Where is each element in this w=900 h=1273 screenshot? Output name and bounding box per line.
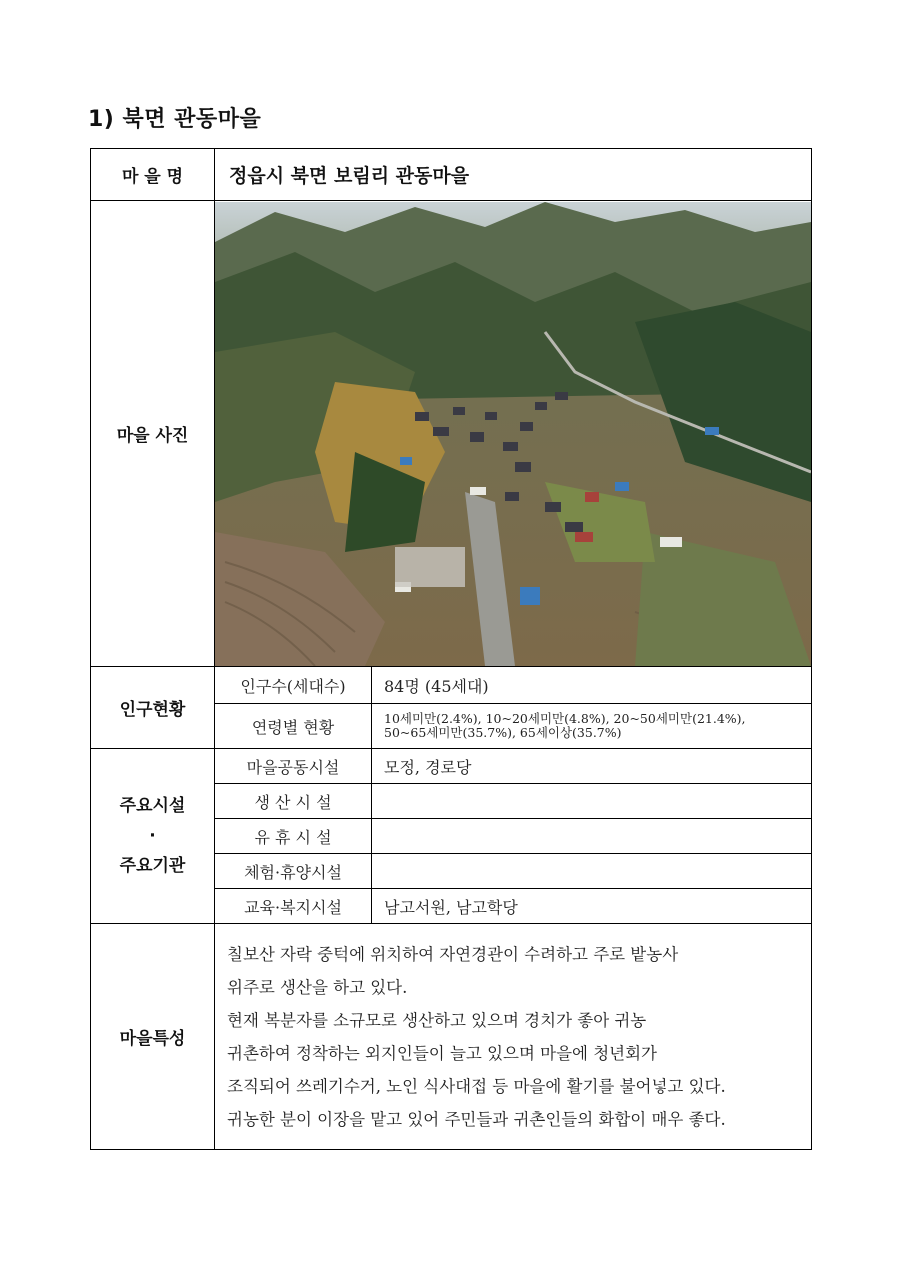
production-facility-label: 생 산 시 설 bbox=[215, 784, 372, 819]
idle-facility-value bbox=[372, 819, 812, 854]
features-label: 마을특성 bbox=[91, 924, 215, 1150]
production-facility-value bbox=[372, 784, 812, 819]
idle-facility-label: 유 휴 시 설 bbox=[215, 819, 372, 854]
facilities-label-line-2: 주요기관 bbox=[119, 856, 186, 876]
population-label: 인구현황 bbox=[91, 667, 215, 749]
facilities-label-dot: · bbox=[149, 826, 156, 846]
features-line-2: 위주로 생산을 하고 있다. bbox=[227, 977, 408, 997]
population-row-1 bbox=[91, 667, 812, 704]
population-count-value: 84명 (45세대) bbox=[372, 667, 812, 704]
facility-row-1 bbox=[91, 749, 812, 784]
section-heading: 1) 북면 관동마을 bbox=[88, 107, 262, 132]
education-facility-label: 교육·복지시설 bbox=[215, 889, 372, 924]
village-name-value: 정읍시 북면 보림리 관동마을 bbox=[215, 149, 812, 201]
age-distribution-value bbox=[372, 704, 812, 749]
age-distribution-label: 연령별 현황 bbox=[215, 704, 372, 749]
experience-facility-label: 체험·휴양시설 bbox=[215, 854, 372, 889]
education-facility-value: 남고서원, 남고학당 bbox=[372, 889, 812, 924]
village-name-row bbox=[91, 149, 812, 201]
features-description bbox=[215, 924, 812, 1150]
village-photo-cell bbox=[215, 201, 812, 667]
age-distribution-line-1: 10세미만(2.4%), 10~20세미만(4.8%), 20~50세미만(21.4%), bbox=[384, 711, 746, 726]
facilities-label bbox=[91, 749, 215, 924]
aerial-village-photo bbox=[215, 202, 811, 666]
population-count-label: 인구수(세대수) bbox=[215, 667, 372, 704]
photo-row bbox=[91, 201, 812, 667]
community-facility-label: 마을공동시설 bbox=[215, 749, 372, 784]
features-line-4: 귀촌하여 정착하는 외지인들이 늘고 있으며 마을에 청년회가 bbox=[227, 1043, 657, 1063]
features-line-3: 현재 복분자를 소규모로 생산하고 있으며 경치가 좋아 귀농 bbox=[227, 1010, 647, 1030]
facilities-label-line-1: 주요시설 bbox=[119, 796, 186, 816]
features-line-1: 칠보산 자락 중턱에 위치하여 자연경관이 수려하고 주로 밭농사 bbox=[227, 944, 679, 964]
community-facility-value: 모정, 경로당 bbox=[372, 749, 812, 784]
village-info-table bbox=[90, 148, 812, 1150]
features-line-5: 조직되어 쓰레기수거, 노인 식사대접 등 마을에 활기를 불어넣고 있다. bbox=[227, 1076, 726, 1096]
age-distribution-line-2: 50~65세미만(35.7%), 65세이상(35.7%) bbox=[384, 725, 622, 740]
experience-facility-value bbox=[372, 854, 812, 889]
photo-label: 마을 사진 bbox=[91, 201, 215, 667]
features-line-6: 귀농한 분이 이장을 맡고 있어 주민들과 귀촌인들의 화합이 매우 좋다. bbox=[227, 1109, 726, 1129]
features-row bbox=[91, 924, 812, 1150]
village-name-label: 마 을 명 bbox=[91, 149, 215, 201]
